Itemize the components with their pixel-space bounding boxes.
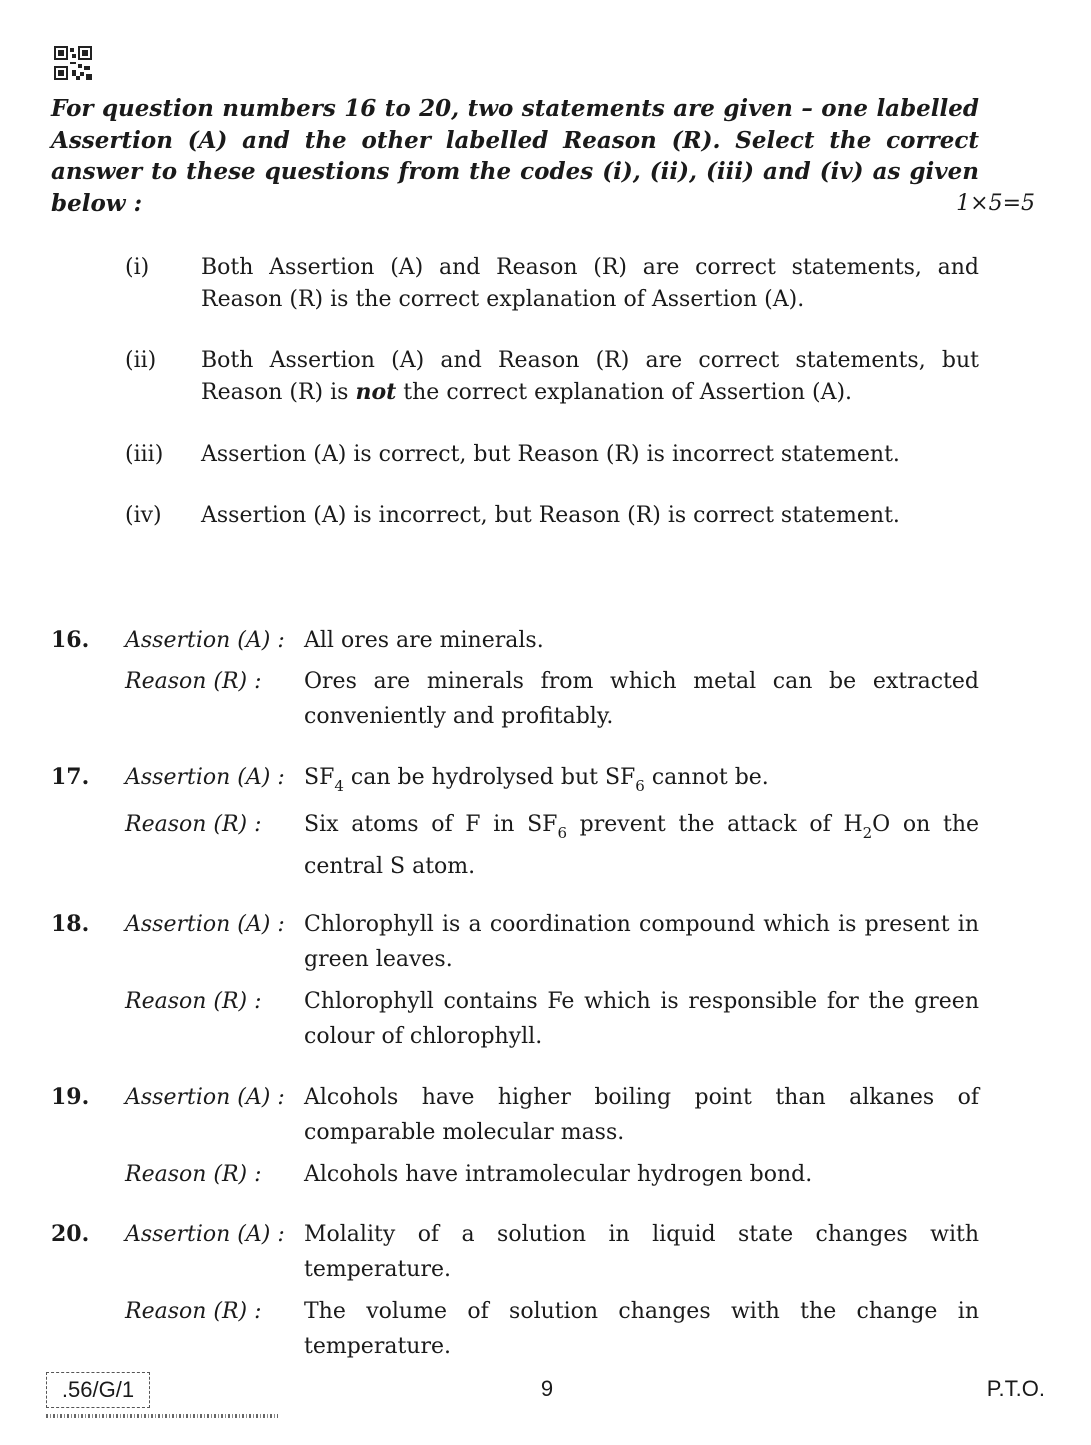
reason-text: Chlorophyll contains Fe which is responsible for the green colour of chlorophyll. — [304, 989, 979, 1049]
code-text: Assertion (A) is incorrect, but Reason (R) is correct statement. — [201, 503, 900, 528]
pto-label: P.T.O. — [986, 1376, 1045, 1401]
code-number: (ii) — [125, 348, 157, 373]
reason-label: Reason (R) : — [125, 1162, 262, 1187]
question-17 — [51, 760, 981, 888]
assertion-text: Chlorophyll is a coordination compound which is present in green leaves. — [304, 912, 979, 972]
question-number: 20. — [51, 1221, 90, 1247]
emphasis-not: not — [355, 378, 397, 405]
assertion-label: Assertion (A) : — [125, 1222, 285, 1247]
assertion-text: $SF_4$ can be hydrolysed but $SF_6$ cannot be. — [304, 765, 769, 795]
reason-text: Ores are minerals from which metal can be extracted conveniently and profitably. — [304, 669, 979, 729]
code-number: (i) — [125, 255, 150, 280]
question-16 — [51, 623, 981, 734]
page-number: 9 — [540, 1376, 554, 1401]
assertion-label: Assertion (A) : — [125, 628, 285, 653]
qr-code-icon — [54, 46, 92, 80]
question-number: 19. — [51, 1084, 90, 1110]
question-18 — [51, 907, 981, 1054]
code-text: Assertion (A) is correct, but Reason (R) is incorrect statement. — [201, 442, 900, 467]
marks-label: 1×5=5 — [956, 191, 1035, 216]
question-number: 16. — [51, 627, 90, 653]
code-option — [125, 500, 985, 532]
reason-label: Reason (R) : — [125, 812, 262, 837]
code-text: Both Assertion (A) and Reason (R) are correct statements, and Reason (R) is the correct explanation of Assertion (A). — [201, 255, 979, 312]
assertion-text: Alcohols have higher boiling point than alkanes of comparable molecular mass. — [304, 1085, 979, 1145]
assertion-label: Assertion (A) : — [125, 765, 285, 790]
question-number: 18. — [51, 911, 90, 937]
reason-text: Six atoms of F in $SF_6$ prevent the attack of $H_2O$ on the central S atom. — [304, 812, 980, 879]
instructions-line-4: below : — [51, 190, 143, 217]
reason-label: Reason (R) : — [125, 989, 262, 1014]
code-text: Both Assertion (A) and Reason (R) are correct statements, but Reason (R) is not the correct explanation of Assertion (A). — [201, 348, 979, 405]
assertion-label: Assertion (A) : — [125, 912, 285, 937]
code-number: (iv) — [125, 503, 162, 528]
reason-text: Alcohols have intramolecular hydrogen bond. — [304, 1162, 813, 1187]
code-option — [125, 345, 985, 408]
instructions-line-1: For question numbers 16 to 20, two statements are given – one labelled — [51, 95, 979, 122]
assertion-label: Assertion (A) : — [125, 1085, 285, 1110]
paper-code-box: .56/G/1 — [46, 1372, 150, 1408]
instructions-line-2: Assertion (A) and the other labelled Reason (R). Select the correct — [51, 127, 979, 154]
reason-text: The volume of solution changes with the change in temperature. — [304, 1299, 979, 1359]
code-option — [125, 252, 985, 315]
question-19 — [51, 1080, 981, 1192]
assertion-text: All ores are minerals. — [304, 628, 544, 653]
reason-label: Reason (R) : — [125, 1299, 262, 1324]
instructions-line-3: answer to these questions from the codes (i), (ii), (iii) and (iv) as given — [51, 158, 979, 185]
assertion-text: Molality of a solution in liquid state changes with temperature. — [304, 1222, 979, 1282]
code-option — [125, 439, 985, 471]
reason-label: Reason (R) : — [125, 669, 262, 694]
barcode-strip — [46, 1414, 278, 1418]
question-20 — [51, 1217, 981, 1364]
question-number: 17. — [51, 764, 90, 790]
code-number: (iii) — [125, 442, 164, 467]
